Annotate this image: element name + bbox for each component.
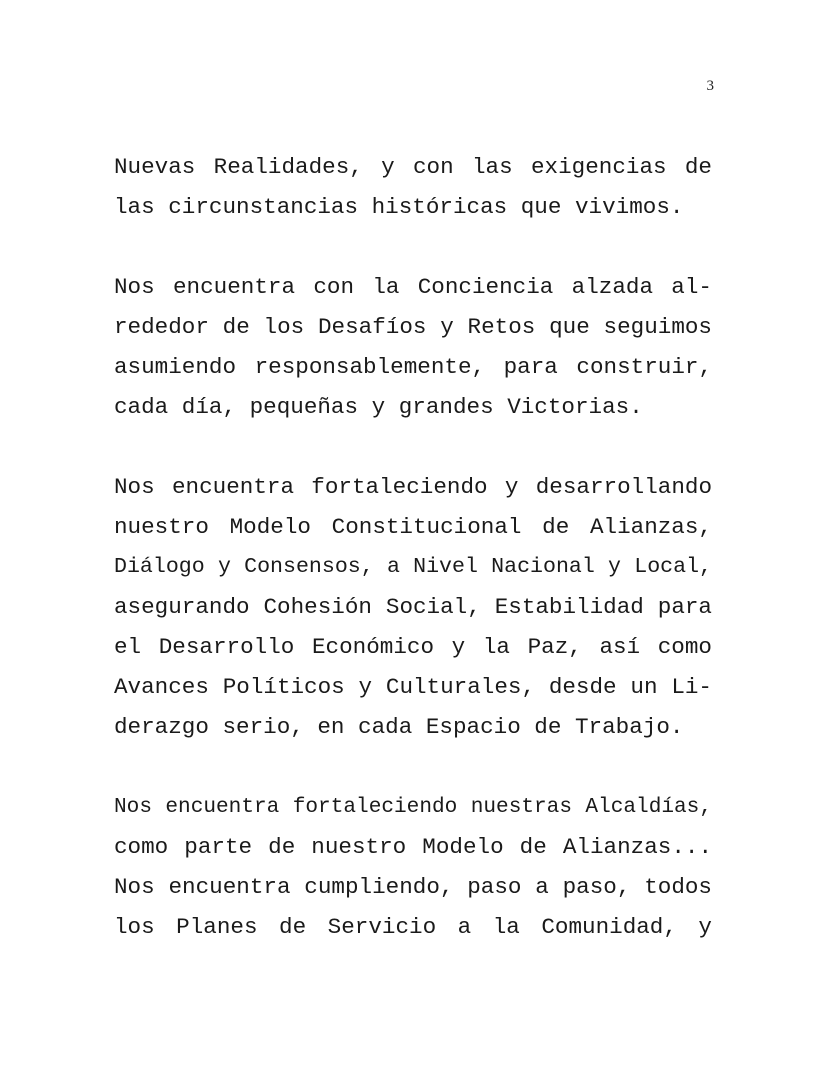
text-line: asegurando Cohesión Social, Estabilidad para <box>114 594 712 620</box>
text-line: cada día, pequeñas y grandes Victorias. <box>114 394 643 420</box>
paragraph-4 <box>114 787 712 947</box>
text-line: Nos encuentra cumpliendo, paso a paso, todos <box>114 874 712 900</box>
text-line: Diálogo y Consensos, a Nivel Nacional y Local, <box>114 555 712 579</box>
text-line: Nos encuentra fortaleciendo y desarrollando <box>114 474 712 500</box>
text-line: asumiendo responsablemente, para construir, <box>114 354 712 380</box>
text-line: rededor de los Desafíos y Retos que seguimos <box>114 314 712 340</box>
text-line: derazgo serio, en cada Espacio de Trabajo. <box>114 714 684 740</box>
document-body <box>114 147 712 987</box>
text-line: las circunstancias históricas que vivimos. <box>114 194 684 220</box>
paragraph-2 <box>114 267 712 427</box>
text-line: Nos encuentra con la Conciencia alzada al- <box>114 274 712 300</box>
text-line: nuestro Modelo Constitucional de Alianzas, <box>114 514 712 540</box>
page-number: 3 <box>706 78 714 94</box>
text-line: Nuevas Realidades, y con las exigencias de <box>114 154 712 180</box>
paragraph-3 <box>114 467 712 747</box>
text-line: Avances Políticos y Culturales, desde un Li- <box>114 674 712 700</box>
paragraph-1 <box>114 147 712 227</box>
text-line: Nos encuentra fortaleciendo nuestras Alcaldías, <box>114 795 712 819</box>
text-line: el Desarrollo Económico y la Paz, así como <box>114 634 712 660</box>
text-line: como parte de nuestro Modelo de Alianzas... <box>114 834 712 860</box>
text-line: los Planes de Servicio a la Comunidad, y <box>114 914 712 940</box>
